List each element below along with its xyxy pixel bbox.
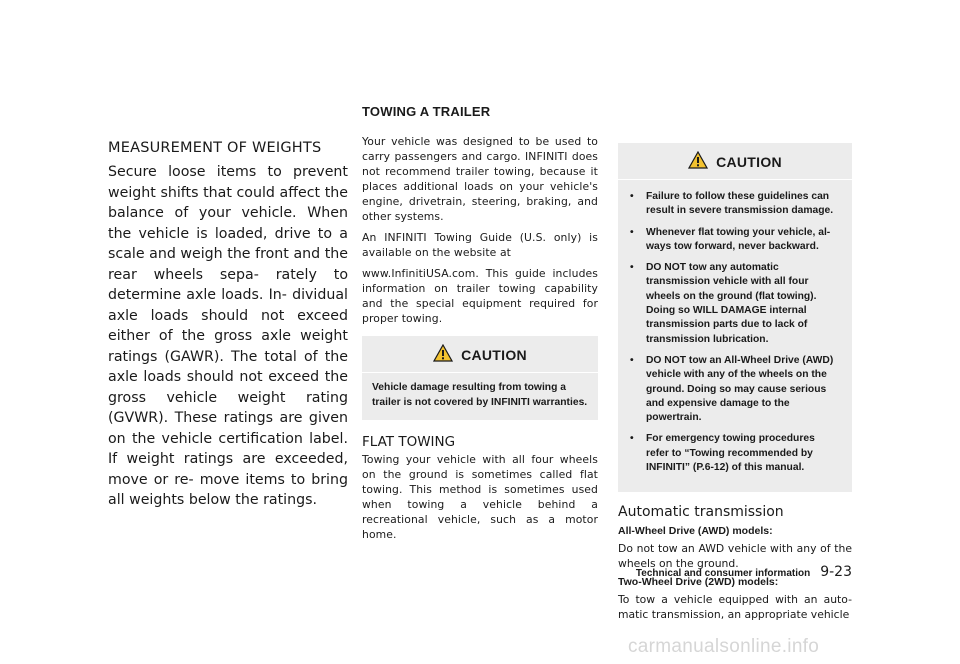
warning-triangle-icon [433, 344, 453, 366]
list-item-text: Whenever flat towing your vehicle, al- ways tow forward, never backward. [646, 226, 831, 252]
section-title: TOWING A TRAILER [362, 104, 491, 119]
list-item [630, 432, 840, 475]
list-item [630, 226, 840, 255]
intro-paragraph-1: Your vehicle was designed to be used to carry passengers and cargo. INFINITI does not recommend trailer towing, because it places additional loads on your vehicle's engine, drivetrain, steering, braking, and other systems. [362, 135, 598, 223]
watermark: carmanualsonline.info [628, 636, 820, 657]
caution-box-flat-towing [618, 143, 852, 492]
footer-section-label: Technical and consumer information [635, 568, 811, 579]
flat-towing-body: Towing your vehicle with all four wheels on the ground is sometimes called flat towing. This method is sometimes used when towing a vehicle behind a recreational vehicle, such as a motor home. [362, 453, 598, 541]
list-item-text: Failure to follow these guidelines can result in severe transmission damage. [646, 191, 834, 217]
caution-title: CAUTION [716, 154, 782, 170]
list-item [630, 261, 840, 347]
automatic-transmission-heading: Automatic transmission [618, 504, 784, 521]
caution-box-warranty [362, 336, 598, 420]
list-item-text: DO NOT tow an All-Wheel Drive (AWD) vehicle with any of the wheels on the ground. Doing so may cause serious and expensive damage to the powertrain. [646, 354, 834, 424]
bullet: • [630, 433, 634, 445]
caution-title: CAUTION [461, 347, 527, 363]
intro-section [362, 134, 598, 548]
caution-list [630, 190, 840, 475]
measurement-heading: MEASUREMENT OF WEIGHTS [108, 140, 322, 156]
awd-label: All-Wheel Drive (AWD) models: [618, 525, 773, 538]
page-number: 9-23 [820, 564, 852, 580]
page-footer [618, 564, 852, 580]
twd-label: Two-Wheel Drive (2WD) models: [618, 576, 779, 589]
towing-details-section [618, 143, 852, 626]
list-item [630, 190, 840, 219]
bullet: • [630, 191, 634, 202]
twd-text: To tow a vehicle equipped with an auto- matic transmission, an appropriate vehicle [618, 593, 852, 622]
bullet: • [630, 226, 634, 238]
warning-triangle-icon [688, 151, 708, 173]
caution-text: Vehicle damage resulting from towing a trailer is not covered by INFINITI warranties. [372, 382, 588, 408]
intro-paragraph-3: www.InfinitiUSA.com. This guide includes information on trailer towing capability and the special equipment required for proper towing. [362, 267, 598, 325]
list-item-text: DO NOT tow any automatic transmission vehicle with all four wheels on the ground (flat towing). Doing so WILL DAMAGE internal transmission parts due to lack of transmission lubrication. [646, 262, 817, 345]
caution-header [618, 151, 852, 180]
bullet: • [630, 262, 634, 274]
bullet: • [630, 354, 634, 366]
list-item-text: For emergency towing procedures refer to “Towing recommended by INFINITI” (P.6-12) of this manual. [646, 433, 815, 474]
caution-header [362, 344, 598, 373]
measurement-body: Secure loose items to prevent weight shifts that could affect the balance of your vehicle. When the vehicle is loaded, drive to a scale and weigh the front and the rear wheels sepa- rately to determine axle loads. In- dividual axle loads should not exceed either of the gross axle weight ratings (GAWR). The total of the axle loads should not exceed the gross vehicle weight rating (GVWR). These ratings are given on the vehicle certification label. If weight ratings are exceeded, move or re- move items to bring all weights below the ratings. [108, 164, 348, 508]
intro-paragraph-2: An INFINITI Towing Guide (U.S. only) is available on the website at [362, 231, 598, 259]
flat-towing-heading: FLAT TOWING [362, 434, 456, 450]
awd-text: Do not tow an AWD vehicle with any of the wheels on the ground. [618, 542, 852, 571]
list-item [630, 354, 840, 425]
measurement-section [108, 140, 348, 511]
